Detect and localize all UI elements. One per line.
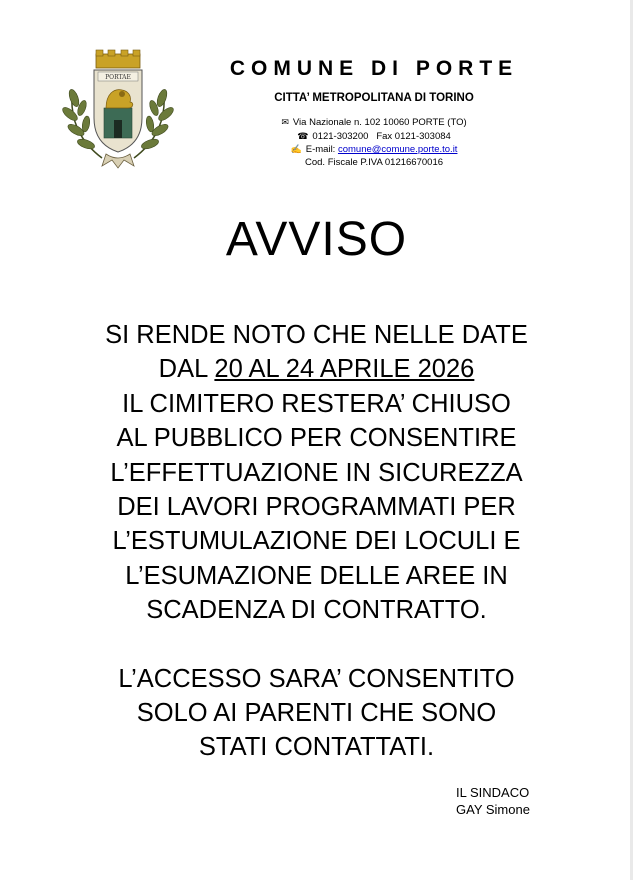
signature-block xyxy=(456,784,530,818)
municipal-crest-icon xyxy=(62,48,174,170)
email-label: E-mail: xyxy=(305,144,336,155)
notice-line: SCADENZA DI CONTRATTO. xyxy=(146,596,487,625)
notice-line-dates xyxy=(0,352,633,386)
signature-name: GAY Simone xyxy=(456,802,530,817)
email-row xyxy=(236,143,512,157)
pen-icon: ✍ xyxy=(290,144,302,154)
dates-prefix: DAL xyxy=(158,355,215,384)
address: Via Nazionale n. 102 10060 PORTE (TO) xyxy=(292,117,467,128)
letterhead xyxy=(200,56,548,105)
crest-label: PORTAE xyxy=(105,74,131,81)
paragraph-gap xyxy=(0,628,633,662)
notice-line: IL CIMITERO RESTERA’ CHIUSO xyxy=(122,389,511,418)
fax: Fax 0121-303084 xyxy=(376,130,451,142)
tax-code: Cod. Fiscale P.IVA 01216670016 xyxy=(304,156,444,168)
contact-block xyxy=(236,116,512,169)
notice-line: L’ESUMAZIONE DELLE AREE IN xyxy=(125,561,508,590)
notice-line: L’EFFETTUAZIONE IN SICUREZZA xyxy=(110,458,523,487)
municipality-name: COMUNE DI PORTE xyxy=(229,57,519,80)
notice-line: SI RENDE NOTO CHE NELLE DATE xyxy=(105,321,528,349)
address-row xyxy=(236,116,512,130)
envelope-icon: ✉ xyxy=(281,117,289,127)
notice-title: AVVISO xyxy=(225,213,408,266)
phone-row xyxy=(236,130,512,144)
phone: 0121-303200 xyxy=(312,130,369,142)
phone-icon: ☎ xyxy=(297,130,309,141)
metropolitan-city: CITTA’ METROPOLITANA DI TORINO xyxy=(274,92,474,104)
email-link[interactable]: comune@comune.porte.to.it xyxy=(337,144,458,155)
notice-line: DEI LAVORI PROGRAMMATI PER xyxy=(117,493,516,522)
signature-role: IL SINDACO xyxy=(456,785,530,800)
notice-line: L’ESTUMULAZIONE DEI LOCULI E xyxy=(112,527,521,556)
notice-line: AL PUBBLICO PER CONSENTIRE xyxy=(116,424,517,453)
notice-line: STATI CONTATTATI. xyxy=(198,733,435,762)
notice-line: SOLO AI PARENTI CHE SONO xyxy=(136,699,497,728)
closure-dates: 20 AL 24 APRILE 2026 xyxy=(214,355,475,384)
notice-body xyxy=(0,318,633,765)
notice-line: L’ACCESSO SARA’ CONSENTITO xyxy=(118,664,515,693)
